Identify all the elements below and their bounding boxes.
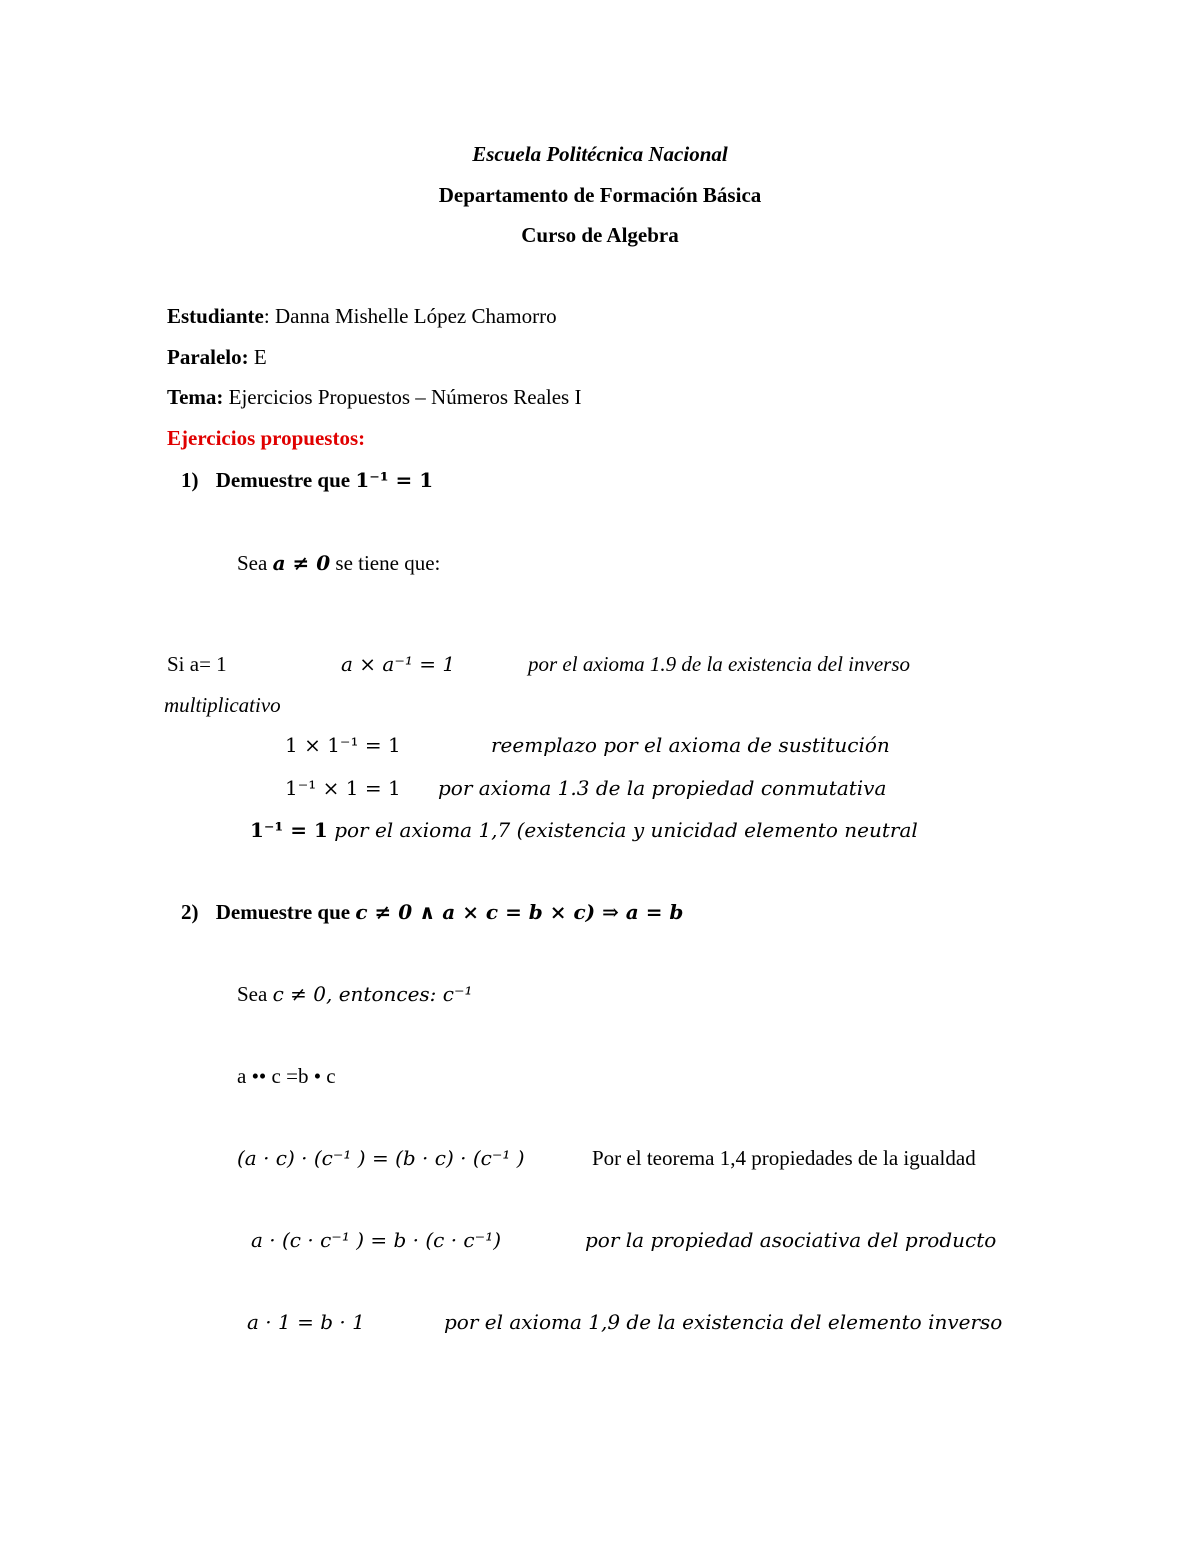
parallel-value: E bbox=[248, 345, 267, 369]
student-value: : Danna Mishelle López Chamorro bbox=[263, 304, 557, 328]
exercise2-intro-math: c ≠ 0, entonces: c⁻¹ bbox=[272, 982, 473, 1006]
exercise2-statement-math: c ≠ 0 ∧ a × c = b × c) ⇒ a = b bbox=[355, 900, 684, 924]
parallel-line bbox=[167, 344, 267, 370]
exercise2-heading bbox=[181, 899, 683, 925]
topic-value: Ejercicios Propuestos – Números Reales I bbox=[223, 385, 582, 409]
exercise1-heading bbox=[181, 467, 433, 493]
exercise1-step2-reason: reemplazo por el axioma de sustitución bbox=[491, 733, 890, 757]
topic-line bbox=[167, 384, 581, 410]
parallel-label: Paralelo: bbox=[167, 345, 249, 369]
exercise1-step4-reason: por el axioma 1,7 (existencia y unicidad elemento neutral bbox=[327, 818, 918, 842]
exercise2-statement: Demuestre que bbox=[215, 900, 356, 924]
exercise1-number: 1) bbox=[181, 468, 199, 492]
exercise2-step1: a •• c =b • c bbox=[237, 1064, 336, 1088]
exercise1-intro-text: Sea bbox=[237, 551, 273, 575]
exercise1-step2-math: 1 × 1⁻¹ = 1 bbox=[285, 733, 401, 757]
exercise2-intro-text: Sea bbox=[237, 982, 273, 1006]
exercise1-step1-label: Si a= 1 bbox=[167, 652, 227, 676]
exercise1-step4-math: 1⁻¹ = 1 bbox=[250, 818, 328, 842]
exercise2-step4-math: a · 1 = b · 1 bbox=[247, 1310, 365, 1334]
course-name: Curso de Algebra bbox=[521, 223, 679, 247]
topic-label: Tema: bbox=[167, 385, 224, 409]
exercise1-step1-reason: por el axioma 1.9 de la existencia del inverso bbox=[528, 652, 910, 676]
exercise1-intro-math: a ≠ 0 bbox=[272, 551, 331, 575]
exercise1-step3-math: 1⁻¹ × 1 = 1 bbox=[285, 776, 401, 800]
exercise2-step2-reason: Por el teorema 1,4 propiedades de la igualdad bbox=[592, 1146, 976, 1170]
exercise2-step2-math: (a · c) · (c⁻¹ ) = (b · c) · (c⁻¹ ) bbox=[237, 1146, 525, 1170]
exercise2-number: 2) bbox=[181, 900, 199, 924]
exercise1-step1-math: a × a⁻¹ = 1 bbox=[341, 652, 456, 676]
department-name: Departamento de Formación Básica bbox=[438, 183, 762, 207]
exercise2-step4-reason: por el axioma 1,9 de la existencia del elemento inverso bbox=[444, 1310, 1003, 1334]
exercise2-intro bbox=[237, 981, 473, 1007]
exercise1-intro bbox=[237, 550, 440, 576]
exercise1-step3-reason: por axioma 1.3 de la propiedad conmutativa bbox=[438, 776, 887, 800]
exercise1-intro-tail: se tiene que: bbox=[330, 551, 441, 575]
exercise2-step3-reason: por la propiedad asociativa del producto bbox=[585, 1228, 997, 1252]
school-name: Escuela Politécnica Nacional bbox=[472, 142, 728, 166]
section-title: Ejercicios propuestos: bbox=[167, 426, 366, 450]
exercise1-step1-reason-cont: multiplicativo bbox=[164, 693, 281, 717]
exercise1-step4 bbox=[250, 817, 918, 844]
exercise2-step3-math: a · (c · c⁻¹ ) = b · (c · c⁻¹) bbox=[251, 1228, 502, 1252]
student-line bbox=[167, 303, 557, 329]
exercise1-statement: Demuestre que bbox=[215, 468, 356, 492]
exercise1-statement-math: 1⁻¹ = 1 bbox=[355, 468, 434, 492]
student-label: Estudiante bbox=[167, 304, 264, 328]
